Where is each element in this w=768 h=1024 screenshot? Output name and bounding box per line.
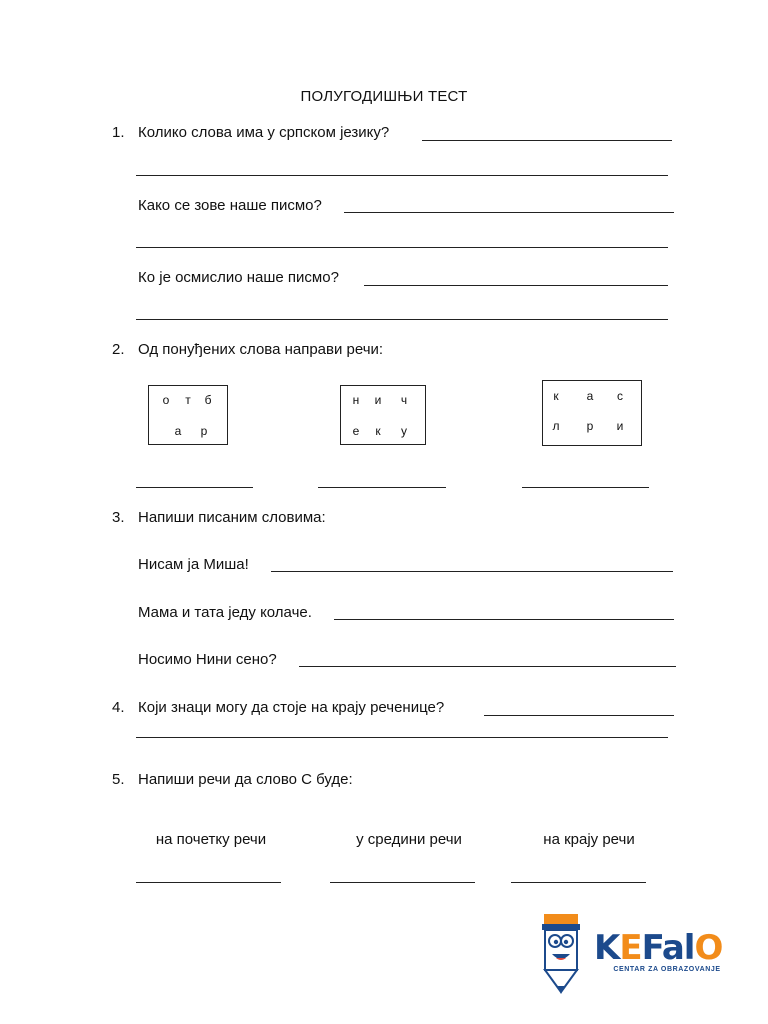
column-label-start: на почетку речи [155, 831, 267, 848]
letter: к [553, 389, 559, 403]
question-2-number: 2. [112, 341, 125, 358]
answer-line-3a[interactable] [271, 571, 673, 572]
letter: ч [400, 393, 408, 407]
letter: к [375, 424, 381, 438]
letter: о [162, 393, 170, 407]
column-label-end: на крају речи [543, 831, 635, 848]
letter-box-2 [340, 385, 426, 445]
question-1a-text: Колико слова има у српском језику? [138, 124, 390, 141]
question-1b-text: Како се зове наше писмо? [138, 197, 322, 214]
letter: т [185, 393, 191, 407]
page-title: ПОЛУГОДИШЊИ ТЕСТ [300, 88, 468, 105]
letter-box-1 [148, 385, 228, 445]
question-5-number: 5. [112, 771, 125, 788]
answer-line-5c[interactable] [511, 882, 646, 883]
letter: л [552, 419, 560, 433]
kefalo-logo [536, 908, 746, 998]
question-1-number: 1. [112, 124, 125, 141]
letter: р [200, 424, 208, 438]
letter: у [401, 424, 407, 438]
letter: и [616, 419, 624, 433]
answer-line-1c-cont[interactable] [136, 319, 668, 320]
question-2-text: Од понуђених слова направи речи: [138, 341, 384, 358]
answer-line-1a[interactable] [422, 140, 672, 141]
answer-line-2a[interactable] [136, 487, 253, 488]
question-1c-text: Ко је осмислио наше писмо? [138, 269, 339, 286]
question-3-number: 3. [112, 509, 125, 526]
answer-line-5b[interactable] [330, 882, 475, 883]
answer-line-1a-cont[interactable] [136, 175, 668, 176]
letter: а [174, 424, 182, 438]
letter: б [204, 393, 212, 407]
answer-line-4-cont[interactable] [136, 737, 668, 738]
letter: н [352, 393, 360, 407]
answer-line-1b[interactable] [344, 212, 674, 213]
logo-subtitle: CENTAR ZA OBRAZOVANJE [613, 966, 721, 973]
column-label-middle: у средини речи [356, 831, 462, 848]
letter: р [586, 419, 594, 433]
question-4-text: Који знаци могу да стоје на крају реченице? [138, 699, 445, 716]
letter: е [352, 424, 360, 438]
answer-line-1b-cont[interactable] [136, 247, 668, 248]
letter: с [617, 389, 623, 403]
answer-line-2b[interactable] [318, 487, 446, 488]
sentence-3b: Мама и тата једу колаче. [138, 604, 312, 621]
pencil-mascot-icon [536, 908, 586, 996]
letter-box-3 [542, 380, 642, 446]
question-5-text: Напиши речи да слово С буде: [138, 771, 353, 788]
sentence-3a: Нисам ја Миша! [138, 556, 249, 573]
question-3-text: Напиши писаним словима: [138, 509, 326, 526]
answer-line-1c[interactable] [364, 285, 668, 286]
answer-line-3b[interactable] [334, 619, 674, 620]
answer-line-4[interactable] [484, 715, 674, 716]
letter: и [374, 393, 382, 407]
sentence-3c: Носимо Нини сено? [138, 651, 277, 668]
letter: а [586, 389, 594, 403]
answer-line-5a[interactable] [136, 882, 281, 883]
question-4-number: 4. [112, 699, 125, 716]
answer-line-3c[interactable] [299, 666, 676, 667]
logo-wordmark: KEFalO [594, 928, 723, 968]
answer-line-2c[interactable] [522, 487, 649, 488]
